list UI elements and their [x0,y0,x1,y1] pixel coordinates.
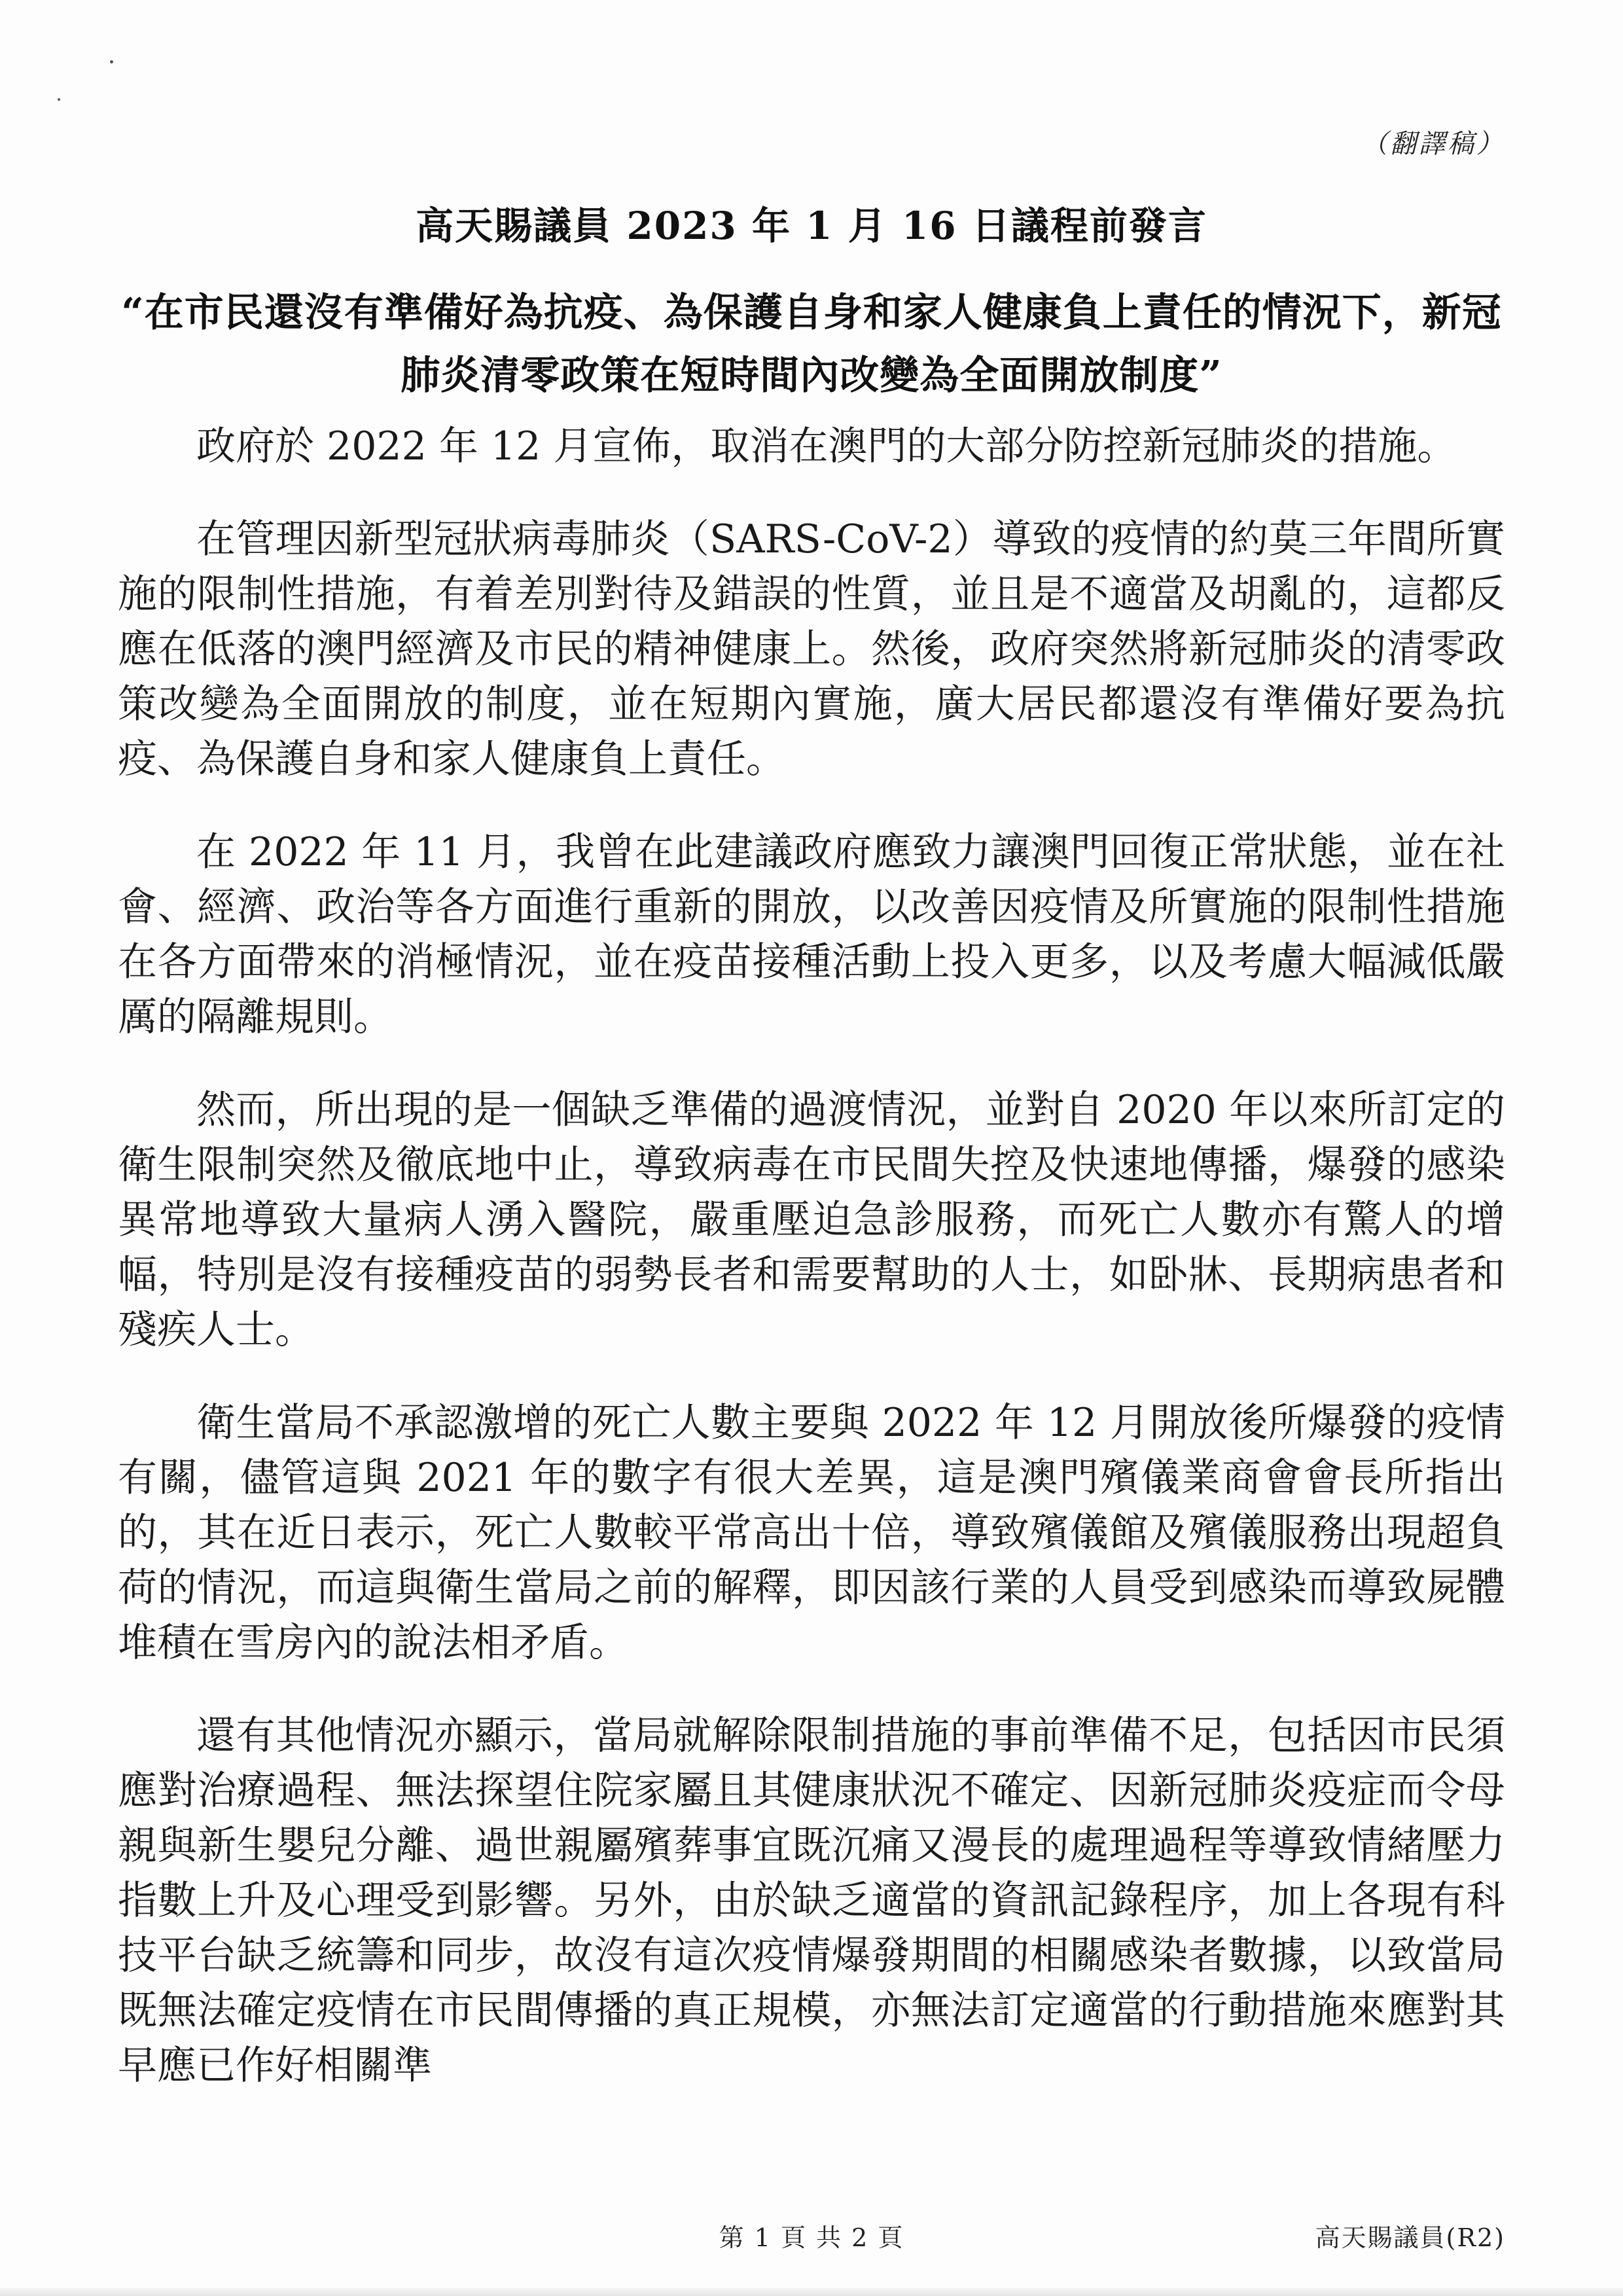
body-paragraph: 衛生當局不承認激增的死亡人數主要與 2022 年 12 月開放後所爆發的疫情有關，儘管這與 2021 年的數字有很大差異，這是澳門殯儀業商會會長所指出的，其在近日表示，死亡人數較平常高出十倍，導致殯儀館及殯儀服務出現超負荷的情況，而這與衛生當局之前的解釋，即因該行業的人員受到感染而導致屍體堆積在雪房內的說法相矛盾。 [118,1400,1505,1666]
body-paragraph: 政府於 2022 年 12 月宣佈，取消在澳門的大部分防控新冠肺炎的措施。 [196,423,1457,469]
body-paragraph: 然而，所出現的是一個缺乏準備的過渡情況，並對自 2020 年以來所訂定的衛生限制突然及徹底地中止，導致病毒在市民間失控及快速地傳播，爆發的感染異常地導致大量病人湧入醫院，嚴重壓迫急診服務，而死亡人數亦有驚人的增幅，特別是沒有接種疫苗的弱勢長者和需要幫助的人士，如卧牀、長期病患者和殘疾人士。 [118,1087,1505,1353]
scan-bottom-edge [0,2288,1623,2296]
document-title: 高天賜議員 2023 年 1 月 16 日議程前發言 [416,204,1207,248]
page-number: 第 1 頁 共 2 頁 [719,2223,904,2252]
body-paragraph: 在管理因新型冠狀病毒肺炎（SARS-CoV-2）導致的疫情的約莫三年間所實施的限制性措施，有着差別對待及錯誤的性質，並且是不適當及胡亂的，這都反應在低落的澳門經濟及市民的精神健康上。然後，政府突然將新冠肺炎的清零政策改變為全面開放的制度，並在短期內實施，廣大居民都還沒有準備好要為抗疫、為保護自身和家人健康負上責任。 [118,516,1505,782]
document-body [118,419,1505,2131]
scan-speck [110,60,113,63]
body-paragraph: 在 2022 年 11 月，我曾在此建議政府應致力讓澳門回復正常狀態，並在社會、經濟、政治等各方面進行重新的開放，以改善因疫情及所實施的限制性措施在各方面帶來的消極情況，並在疫苗接種活動上投入更多，以及考慮大幅減低嚴厲的隔離規則。 [118,829,1505,1040]
translation-note: （翻譯稿） [1361,129,1505,159]
body-paragraph: 還有其他情況亦顯示，當局就解除限制措施的事前準備不足，包括因市民須應對治療過程、無法探望住院家屬且其健康狀況不確定、因新冠肺炎疫症而令母親與新生嬰兒分離、過世親屬殯葬事宜既沉痛又漫長的處理過程等導致情緒壓力指數上升及心理受到影響。另外，由於缺乏適當的資訊記錄程序，加上各現有科技平台缺乏統籌和同步，故沒有這次疫情爆發期間的相關感染者數據，以致當局既無法確定疫情在市民間傳播的真正規模，亦無法訂定適當的行動措施來應對其早應已作好相關準 [118,1713,1505,2089]
scan-speck [58,98,60,101]
document-subtitle: “在市民還沒有準備好為抗疫、為保護自身和家人健康負上責任的情況下，新冠肺炎清零政策在短時間內改變為全面開放制度” [121,290,1502,399]
footer-author: 高天賜議員(R2) [1315,2223,1505,2252]
